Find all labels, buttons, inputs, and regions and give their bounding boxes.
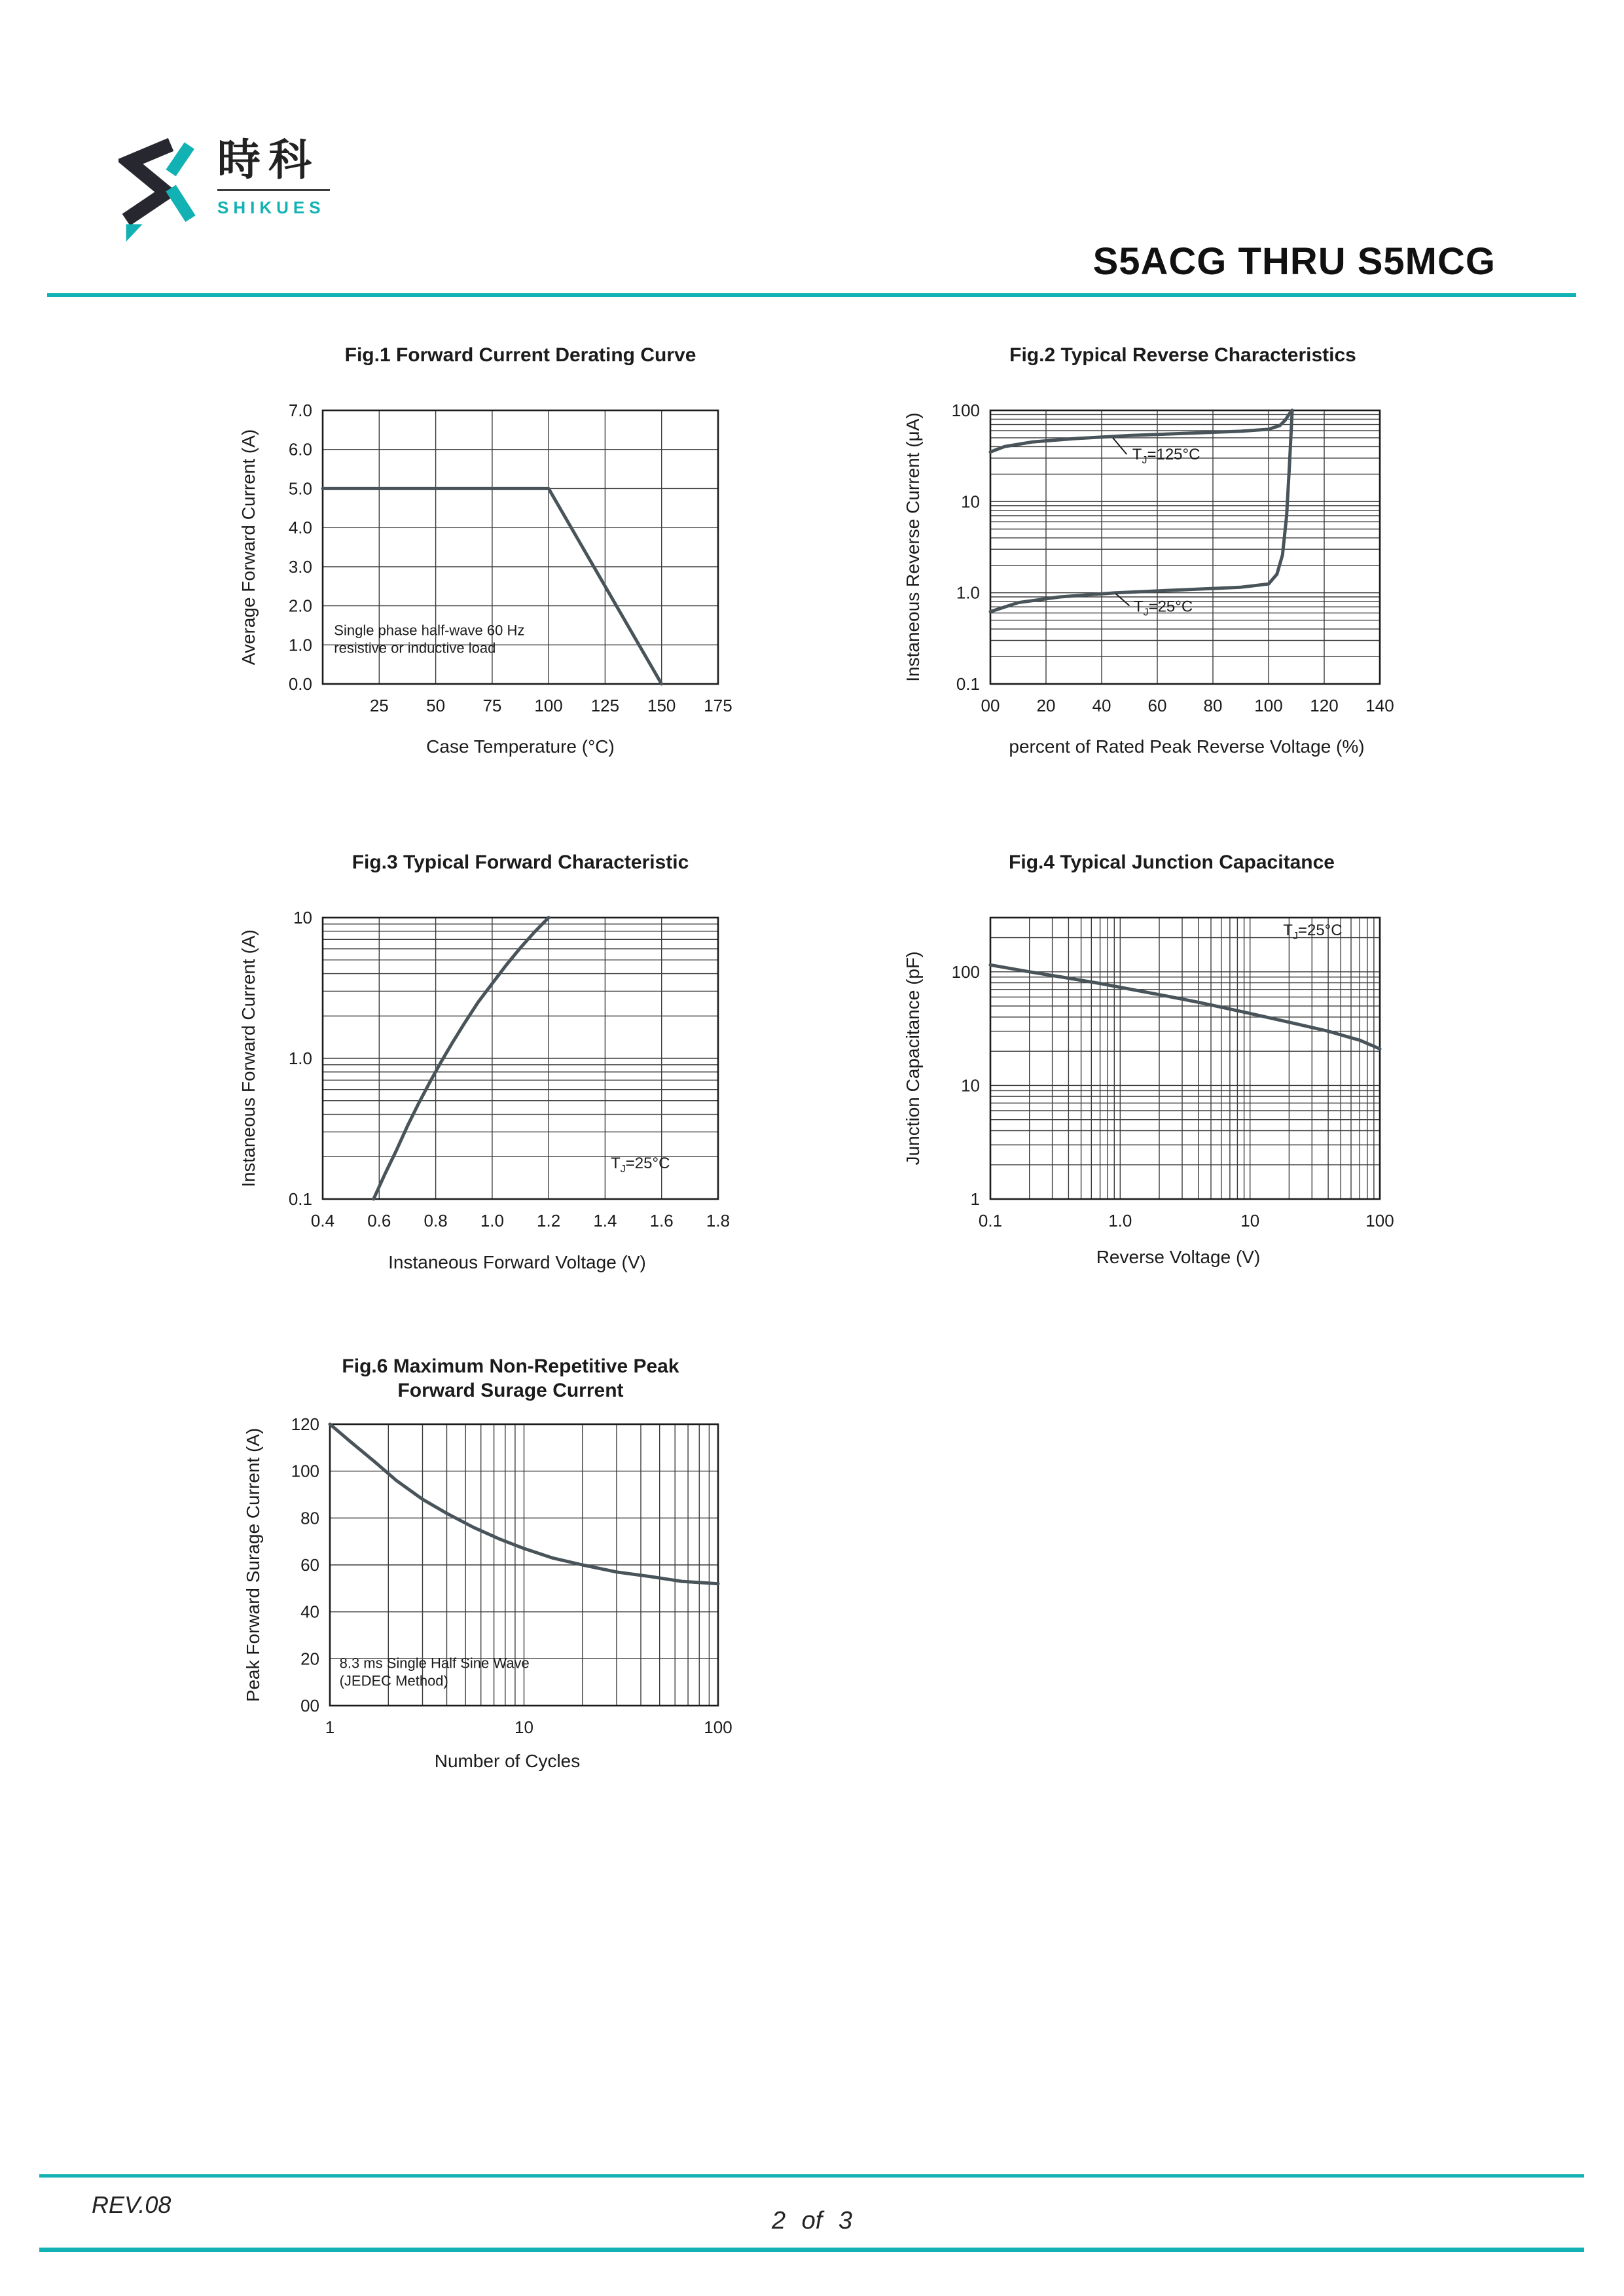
fig1-y-tick: 4.0 — [288, 518, 312, 538]
fig6-y-tick: 40 — [300, 1602, 319, 1622]
fig2-x-tick: 20 — [1036, 696, 1056, 715]
fig2-y-tick: 1.0 — [956, 583, 980, 603]
fig1-chart — [238, 344, 732, 757]
brand-name-cjk: 時科 — [217, 135, 319, 185]
fig3-ylabel: Instaneous Forward Current (A) — [238, 929, 259, 1187]
fig1-y-tick: 6.0 — [288, 439, 312, 459]
fig1-x-tick: 50 — [426, 696, 446, 715]
fig4-series-junction-capacitance — [990, 965, 1380, 1049]
fig6-title: Forward Surage Current — [397, 1380, 624, 1401]
fig1-x-tick: 150 — [647, 696, 676, 715]
fig3-title: Fig.3 Typical Forward Characteristic — [352, 852, 689, 873]
fig1-x-tick: 125 — [590, 696, 620, 715]
fig3-tj-label: $T_J=25^\circ C$ — [611, 1155, 670, 1175]
fig1-xlabel: Case Temperature (°C) — [426, 736, 615, 757]
page-title: S5ACG THRU S5MCG — [1092, 240, 1496, 283]
fig2-ylabel: Instaneous Reverse Current (μA) — [903, 412, 923, 682]
fig2-y-tick: 10 — [961, 492, 980, 512]
fig2-x-tick: 140 — [1365, 696, 1394, 715]
fig4-y-tick: 1 — [970, 1189, 980, 1209]
fig1-note: resistive or inductive load — [334, 639, 496, 656]
fig4-x-tick: 1.0 — [1108, 1211, 1132, 1230]
fig1-title: Fig.1 Forward Current Derating Curve — [344, 344, 696, 366]
fig4-chart — [903, 852, 1394, 1267]
fig4-ylabel: Junction Capacitance (pF) — [903, 951, 923, 1166]
fig6-y-tick: 120 — [291, 1414, 319, 1434]
fig2-xlabel: percent of Rated Peak Reverse Voltage (%) — [1009, 736, 1365, 757]
fig1-y-tick: 5.0 — [288, 478, 312, 499]
fig6-note: 8.3 ms Single Half Sine Wave — [339, 1655, 530, 1672]
fig6-note: (JEDEC Method) — [339, 1672, 448, 1689]
fig3-x-tick: 0.4 — [310, 1211, 335, 1230]
fig1-y-tick: 1.0 — [288, 635, 312, 655]
fig4-y-tick: 10 — [961, 1075, 980, 1096]
fig3-x-tick: 0.8 — [424, 1211, 448, 1230]
fig2-tj-label: $T_J=125^\circ C$ — [1132, 445, 1200, 466]
fig6-y-tick: 100 — [291, 1461, 319, 1481]
fig2-y-tick: 0.1 — [956, 674, 980, 694]
fig6-x-tick: 100 — [704, 1717, 732, 1737]
fig3-x-tick: 1.6 — [649, 1211, 674, 1230]
revision-label: REV.08 — [92, 2191, 171, 2218]
fig6-chart — [243, 1355, 732, 1771]
fig3-x-tick: 0.6 — [367, 1211, 391, 1230]
fig3-y-tick: 0.1 — [288, 1189, 312, 1209]
fig3-x-tick: 1.8 — [706, 1211, 731, 1230]
fig1-x-tick: 100 — [534, 696, 563, 715]
fig2-y-tick: 100 — [951, 401, 980, 420]
footer-rule-bottom — [39, 2248, 1584, 2252]
fig6-xlabel: Number of Cycles — [434, 1751, 581, 1771]
fig6-title: Fig.6 Maximum Non-Repetitive Peak — [342, 1355, 679, 1377]
fig2-tj-label: $T_J=25^\circ C$ — [1133, 598, 1193, 619]
fig2-title: Fig.2 Typical Reverse Characteristics — [1009, 344, 1356, 366]
fig3-x-tick: 1.0 — [480, 1211, 504, 1230]
fig6-x-tick: 10 — [514, 1717, 533, 1737]
fig2-x-tick: 00 — [981, 696, 1000, 715]
fig4-x-tick: 100 — [1365, 1211, 1394, 1230]
fig3-x-tick: 1.2 — [537, 1211, 561, 1230]
fig4-tj-label: $T_J=25^\circ C$ — [1283, 921, 1343, 942]
fig2-x-tick: 80 — [1203, 696, 1223, 715]
brand-name-latin: SHIKUES — [217, 198, 325, 218]
fig3-y-tick: 1.0 — [288, 1049, 312, 1068]
fig3-y-tick: 10 — [293, 908, 312, 927]
fig6-y-tick: 60 — [300, 1555, 319, 1575]
fig1-note: Single phase half-wave 60 Hz — [334, 622, 525, 639]
fig1-y-tick: 2.0 — [288, 596, 312, 616]
fig2-leader-line — [1113, 438, 1127, 454]
fig3-chart — [238, 852, 730, 1272]
fig4-xlabel: Reverse Voltage (V) — [1096, 1247, 1261, 1267]
fig3-x-tick: 1.4 — [593, 1211, 617, 1230]
fig6-y-tick: 00 — [300, 1696, 319, 1715]
fig2-x-tick: 40 — [1092, 696, 1111, 715]
fig4-x-tick: 10 — [1240, 1211, 1260, 1230]
fig2-leader-line — [1115, 594, 1129, 606]
fig1-x-tick: 175 — [704, 696, 732, 715]
fig6-x-tick: 1 — [325, 1717, 335, 1737]
fig6-y-tick: 20 — [300, 1649, 319, 1669]
fig1-x-tick: 75 — [482, 696, 502, 715]
fig2-chart — [903, 344, 1394, 757]
page-number: 2 of 3 — [771, 2207, 853, 2234]
fig1-y-tick: 7.0 — [288, 401, 312, 420]
fig2-x-tick: 120 — [1310, 696, 1339, 715]
fig4-title: Fig.4 Typical Junction Capacitance — [1009, 852, 1335, 873]
fig4-plot-frame — [990, 918, 1380, 1199]
fig6-ylabel: Peak Forward Surage Current (A) — [243, 1427, 263, 1702]
fig6-y-tick: 80 — [300, 1508, 319, 1528]
fig4-x-tick: 0.1 — [978, 1211, 1003, 1230]
fig1-ylabel: Average Forward Current (A) — [238, 429, 259, 666]
fig1-y-tick: 0.0 — [288, 674, 312, 694]
fig2-x-tick: 60 — [1147, 696, 1167, 715]
fig1-x-tick: 25 — [369, 696, 389, 715]
fig2-x-tick: 100 — [1254, 696, 1283, 715]
fig1-y-tick: 3.0 — [288, 556, 312, 577]
fig3-xlabel: Instaneous Forward Voltage (V) — [388, 1252, 646, 1272]
fig4-y-tick: 100 — [951, 961, 980, 982]
footer-rule-top — [39, 2174, 1584, 2178]
